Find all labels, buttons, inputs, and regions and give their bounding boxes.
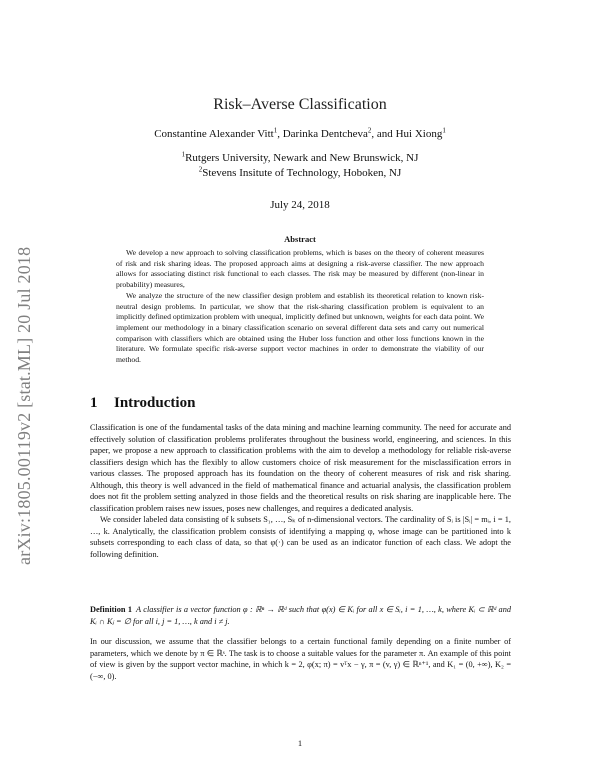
publication-date: July 24, 2018 <box>270 199 330 211</box>
author-separator: , and <box>371 128 396 140</box>
affiliation-mark: 2 <box>367 126 372 135</box>
definition-text: A classifier is a vector function φ : ℝⁿ → ℝᵈ such that φ(x) ∈ Kᵢ for all x ∈ Sᵢ, i = 1, …, k, where Kᵢ ⊂ ℝᵈ and Kᵢ ∩ Kⱼ = ∅ for all i, j = 1, …, k and i ≠ j. <box>90 605 511 626</box>
body-paragraph: We consider labeled data consisting of k subsets S₁, …, Sₖ of n-dimensional vectors. The cardinality of Sᵢ is |Sᵢ| = mᵢ, i = 1, …, k. Analytically, the classification problem consists of identifying a mapping φ, whose image can be partitioned into k subsets corresponding to each class of data, so that φ(·) can be used as an indicator function of each class. We adopt the following definition. <box>90 515 511 559</box>
affiliation-mark: 1 <box>273 126 278 135</box>
author-separator: , <box>277 128 283 140</box>
author-name: Darinka Dentcheva <box>282 128 368 140</box>
abstract-body <box>116 248 484 366</box>
page-number: 1 <box>297 738 303 748</box>
affiliation-mark: 1 <box>181 150 186 159</box>
definition-paragraph <box>90 604 511 627</box>
arxiv-identifier[interactable]: arXiv:1805.00119v2 [stat.ML] 20 Jul 2018 <box>14 246 34 565</box>
body-paragraph: Classification is one of the fundamental tasks of the data mining and machine learning community. The need for accurate and effectively solution of classification problems proliferates throughout the business world, engineering, and sciences. In this paper, we propose a new approach to classification problems with the aim to develop a methodology for reliable risk-averse classifiers design which has the flexibly to allow customers choice of risk measurement for the misclassification errors in various classes. The proposed approach has its foundation on the theory of coherent measures of risk and risk sharing. Although, this theory is well advanced in the field of mathematical finance and actuarial analysis, the classification problem does not fit the problem setting analyzed in those fields and the theoretical results on risk sharing are inapplicable here. The classification problem raises new issues, poses new challenges, and requires a dedicated analysis. <box>90 423 511 513</box>
affiliation <box>0 152 600 164</box>
affiliation-text: Rutgers University, Newark and New Brunswick, NJ <box>185 152 419 164</box>
author-name: Hui Xiong <box>395 128 443 140</box>
definition-label: Definition 1 <box>90 605 132 614</box>
affiliation-text: Stevens Insitute of Technology, Hoboken, NJ <box>202 167 402 179</box>
abstract-paragraph: We develop a new approach to solving classification problems, which is bases on the theory of coherent measures of risk and risk sharing ideas. The proposed approach aims at designing a risk-averse classifier. The new approach allows for associating distinct risk functional to each classes. The risk may be measured by different (non-linear in probability) measures, <box>116 248 484 290</box>
affiliation <box>0 167 600 179</box>
body-paragraph: In our discussion, we assume that the classifier belongs to a certain functional family depending on a finite number of parameters, which we denote by π ∈ ℝˢ. The task is to choose a suitable values for the parameter π. An example of this point of view is given by the support vector machine, in which k = 2, φ(x; π) = vᵀx − γ, π = (v, γ) ∈ ℝⁿ⁺¹, and K₁ = (0, +∞), K₂ = (−∞, 0). <box>90 637 511 681</box>
section-number: 1 <box>90 395 98 411</box>
section-heading <box>90 395 195 412</box>
author-list <box>0 128 600 140</box>
discussion-text <box>90 636 511 682</box>
abstract-heading: Abstract <box>284 234 316 244</box>
definition-block <box>90 604 511 627</box>
affiliation-mark: 2 <box>198 165 203 174</box>
affiliation-mark: 1 <box>442 126 446 135</box>
author-name: Constantine Alexander Vitt <box>154 128 274 140</box>
paper-title: Risk–Averse Classification <box>213 96 387 113</box>
introduction-text <box>90 422 511 560</box>
abstract-paragraph: We analyze the structure of the new classifier design problem and establish its theoretical relation to known risk-neutral design problems. In particular, we show that the risk-sharing classification problem is equivalent to an implicitly defined optimization problem with unequal, implicitly defined but unknown, weights for each data point. We implement our methodology in a binary classification scenario on several different data sets and carry out numerical comparison with classifiers which are obtained using the Huber loss function and other loss functions known in the literature. We formulate specific risk-averse support vector machines in order to demonstrate the viability of our method. <box>116 290 484 365</box>
section-title: Introduction <box>114 395 196 411</box>
